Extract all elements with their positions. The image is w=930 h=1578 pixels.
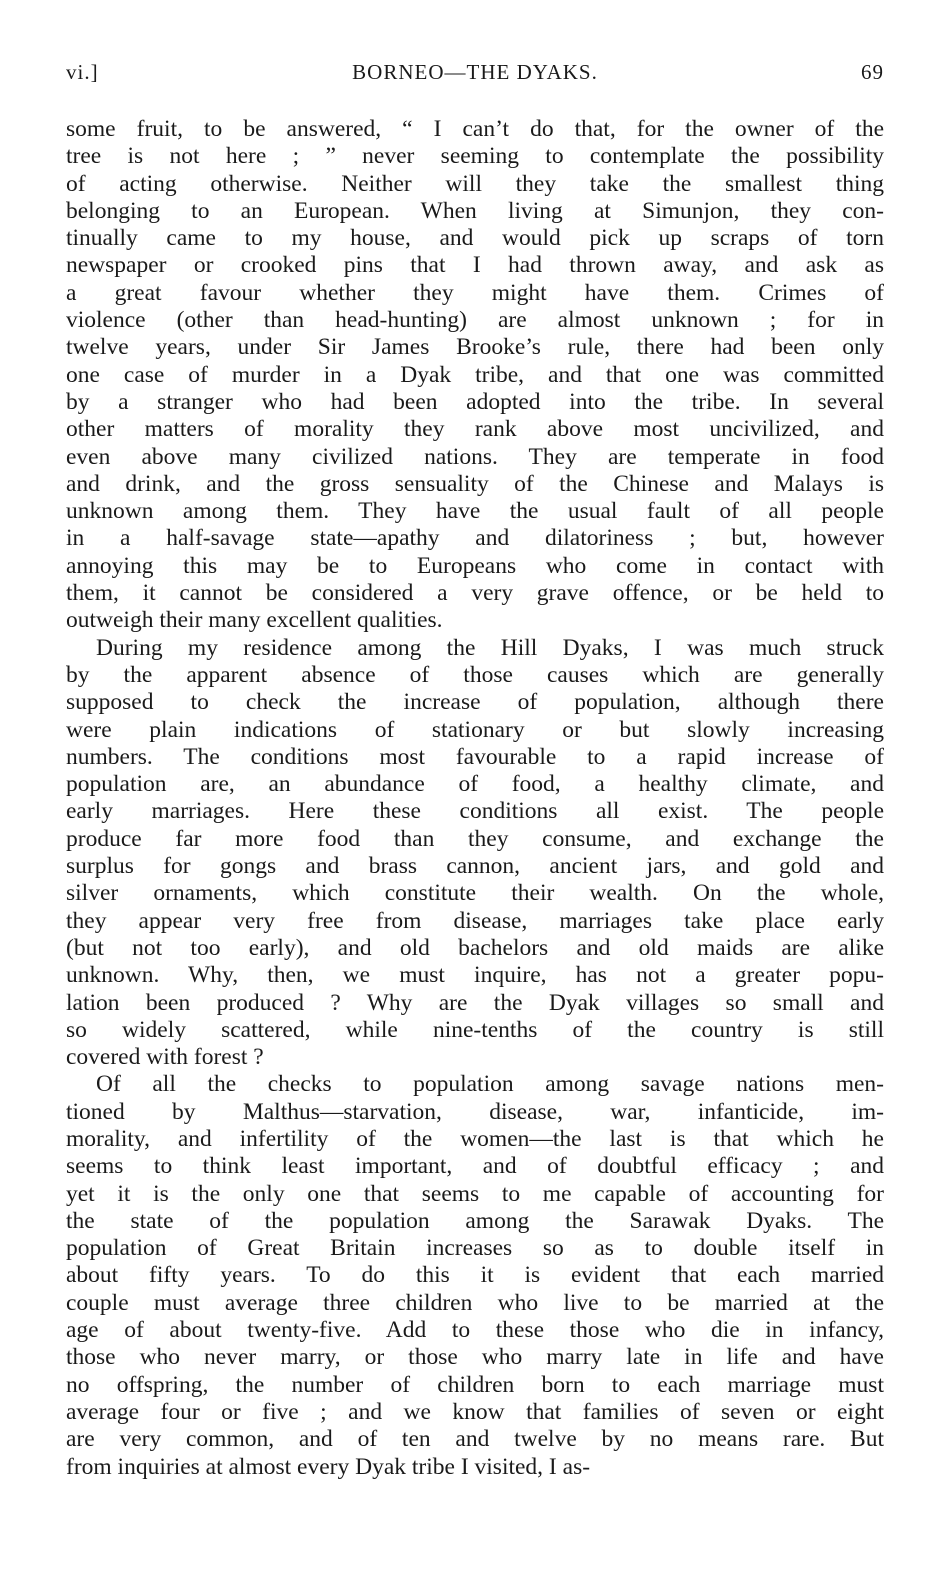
- text-line: tree is not here ; ” never seeming to contemplate the possibility: [66, 143, 884, 170]
- text-line: by the apparent absence of those causes which are generally: [66, 661, 884, 688]
- text-line: so widely scattered, while nine-tenths of the country is still: [66, 1016, 884, 1043]
- text-line: newspaper or crooked pins that I had thrown away, and ask as: [66, 252, 884, 279]
- paragraph: [66, 116, 884, 635]
- text-line: tioned by Malthus—starvation, disease, war, infanticide, im-: [66, 1098, 884, 1125]
- text-line: unknown. Why, then, we must inquire, has not a greater popu-: [66, 962, 884, 989]
- text-line: belonging to an European. When living at Simunjon, they con-: [66, 197, 884, 224]
- running-head: [66, 60, 884, 92]
- text-line: silver ornaments, which constitute their wealth. On the whole,: [66, 880, 884, 907]
- text-line: lation been produced ? Why are the Dyak villages so small and: [66, 989, 884, 1016]
- running-title: BORNEO—THE DYAKS.: [352, 60, 598, 84]
- text-line: Of all the checks to population among savage nations men-: [96, 1071, 884, 1098]
- text-line: even above many civilized nations. They are temperate in food: [66, 443, 884, 470]
- body-text: [66, 116, 884, 1481]
- text-line: are very common, and of ten and twelve by no means rare. But: [66, 1426, 884, 1453]
- text-line: During my residence among the Hill Dyaks, I was much struck: [96, 634, 884, 661]
- text-line: twelve years, under Sir James Brooke’s rule, there had been only: [66, 334, 884, 361]
- text-line: they appear very free from disease, marriages take place early: [66, 907, 884, 934]
- text-line: by a stranger who had been adopted into the tribe. In several: [66, 388, 884, 415]
- text-line: no offspring, the number of children born to each marriage must: [66, 1371, 884, 1398]
- text-line: population of Great Britain increases so as to double itself in: [66, 1235, 884, 1262]
- text-line: one case of murder in a Dyak tribe, and that one was committed: [66, 361, 884, 388]
- text-line: were plain indications of stationary or but slowly increasing: [66, 716, 884, 743]
- text-line: tinually came to my house, and would pick up scraps of torn: [66, 225, 884, 252]
- paragraph: [66, 1071, 884, 1480]
- text-line: average four or five ; and we know that families of seven or eight: [66, 1398, 884, 1425]
- text-line: produce far more food than they consume, and exchange the: [66, 825, 884, 852]
- text-line: of acting otherwise. Neither will they take the smallest thing: [66, 170, 884, 197]
- text-line: age of about twenty-five. Add to these those who die in infancy,: [66, 1317, 884, 1344]
- text-line: seems to think least important, and of doubtful efficacy ; and: [66, 1153, 884, 1180]
- text-line: surplus for gongs and brass cannon, ancient jars, and gold and: [66, 853, 884, 880]
- text-line: early marriages. Here these conditions all exist. The people: [66, 798, 884, 825]
- text-line: them, it cannot be considered a very grave offence, or be held to: [66, 580, 884, 607]
- text-line: annoying this may be to Europeans who come in contact with: [66, 552, 884, 579]
- text-line: from inquiries at almost every Dyak tribe I visited, I as-: [66, 1453, 591, 1480]
- text-line: other matters of morality they rank above most uncivilized, and: [66, 416, 884, 443]
- page-number: 69: [861, 60, 884, 84]
- paragraph: [66, 635, 884, 1072]
- text-line: some fruit, to be answered, “ I can’t do that, for the owner of the: [66, 116, 884, 142]
- text-line: unknown among them. They have the usual fault of all people: [66, 498, 884, 525]
- text-line: population are, an abundance of food, a healthy climate, and: [66, 771, 884, 798]
- text-line: couple must average three children who live to be married at the: [66, 1289, 884, 1316]
- chapter-number: vi.]: [66, 60, 99, 84]
- text-line: in a half-savage state—apathy and dilatoriness ; but, however: [66, 525, 884, 552]
- text-line: numbers. The conditions most favourable to a rapid increase of: [66, 743, 884, 770]
- text-line: supposed to check the increase of population, although there: [66, 689, 884, 716]
- text-line: those who never marry, or those who marry late in life and have: [66, 1344, 884, 1371]
- text-line: about fifty years. To do this it is evident that each married: [66, 1262, 884, 1289]
- text-line: covered with forest ?: [66, 1044, 264, 1071]
- text-line: outweigh their many excellent qualities.: [66, 607, 443, 634]
- text-line: and drink, and the gross sensuality of the Chinese and Malays is: [66, 470, 884, 497]
- text-line: (but not too early), and old bachelors and old maids are alike: [66, 934, 884, 961]
- text-line: a great favour whether they might have them. Crimes of: [66, 279, 884, 306]
- text-line: morality, and infertility of the women—the last is that which he: [66, 1125, 884, 1152]
- text-line: yet it is the only one that seems to me capable of accounting for: [66, 1180, 884, 1207]
- text-line: the state of the population among the Sarawak Dyaks. The: [66, 1207, 884, 1234]
- text-line: violence (other than head-hunting) are almost unknown ; for in: [66, 307, 884, 334]
